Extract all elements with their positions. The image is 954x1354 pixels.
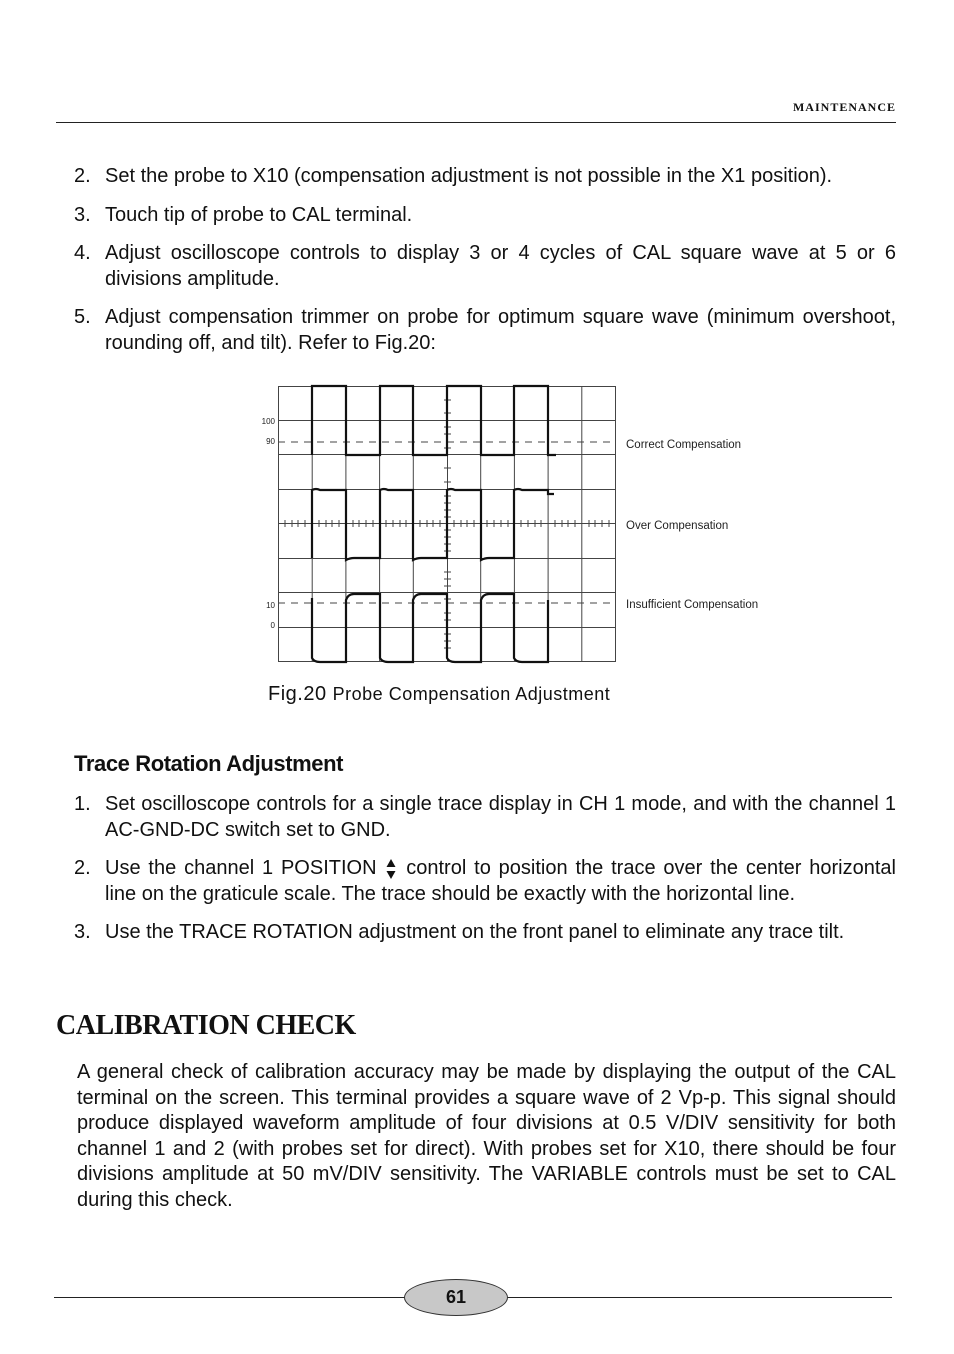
- tick-label: 0: [270, 621, 275, 630]
- list-item: [74, 164, 896, 190]
- list-item: [74, 856, 896, 907]
- calibration-paragraph: A general check of calibration accuracy may be made by displaying the output of the CAL terminal on the screen. This terminal provides a square wave of 2 Vp-p. This signal should produce displayed waveform amplitude of four divisions at 0.5 V/DIV sensitivity for both channel 1 and 2 (with probes set for direct). With probes set for X10, there should be four divisions amplitude at 50 mV/DIV sensitivity. The VARIABLE controls must be set to CAL during this check.: [77, 1061, 896, 1211]
- step-number: 1.: [74, 793, 91, 815]
- tick-label: 10: [266, 601, 275, 610]
- step-text: Set oscilloscope controls for a single trace display in CH 1 mode, and with the channel 1 AC-GND-DC switch set to GND.: [105, 793, 896, 841]
- figure-number: Fig.20: [268, 683, 327, 705]
- step-text: Use the TRACE ROTATION adjustment on the front panel to eliminate any trace tilt.: [105, 921, 845, 943]
- probe-compensation-figure: [258, 378, 798, 673]
- step-text: Set the probe to X10 (compensation adjustment is not possible in the X1 position).: [105, 165, 833, 187]
- step-number: 4.: [74, 242, 91, 264]
- list-item: [74, 241, 896, 292]
- label-insufficient-compensation: Insufficient Compensation: [626, 599, 759, 611]
- figure-caption: [268, 683, 610, 706]
- list-item: [74, 305, 896, 356]
- procedure-steps: [74, 164, 896, 369]
- step-text: Adjust compensation trimmer on probe for optimum square wave (minimum overshoot, rounding off, and tilt). Refer to Fig.20:: [105, 306, 896, 354]
- step-text: Use the channel 1 POSITION: [105, 857, 377, 879]
- list-item: [74, 920, 896, 946]
- trace-rotation-steps: [74, 792, 896, 959]
- list-item: [74, 792, 896, 843]
- step-text: Adjust oscilloscope controls to display 3 or 4 cycles of CAL square wave at 5 or 6 divisions amplitude.: [105, 242, 896, 290]
- list-item: [74, 203, 896, 229]
- tick-label: 90: [266, 437, 275, 446]
- page-number: 61: [404, 1279, 508, 1316]
- step-number: 2.: [74, 165, 91, 187]
- section-subheading: Trace Rotation Adjustment: [74, 751, 344, 776]
- up-down-arrow-icon: [386, 858, 396, 880]
- step-text: Touch tip of probe to CAL terminal.: [105, 203, 413, 226]
- label-correct-compensation: Correct Compensation: [626, 439, 742, 451]
- figure-caption-text: Probe Compensation Adjustment: [332, 684, 611, 704]
- step-number: 2.: [74, 857, 91, 879]
- header-rule: [56, 122, 896, 123]
- step-number: 3.: [74, 203, 91, 226]
- label-over-compensation: Over Compensation: [626, 520, 729, 532]
- step-number: 5.: [74, 306, 91, 328]
- step-text: control to position the trace over the center horizontal line on the graticule scale. The trace should be exactly with the horizontal line.: [105, 857, 896, 905]
- tick-label: 100: [261, 417, 275, 426]
- step-number: 3.: [74, 921, 91, 943]
- section-title: CALIBRATION CHECK: [56, 1010, 356, 1041]
- running-header: MAINTENANCE: [792, 100, 896, 114]
